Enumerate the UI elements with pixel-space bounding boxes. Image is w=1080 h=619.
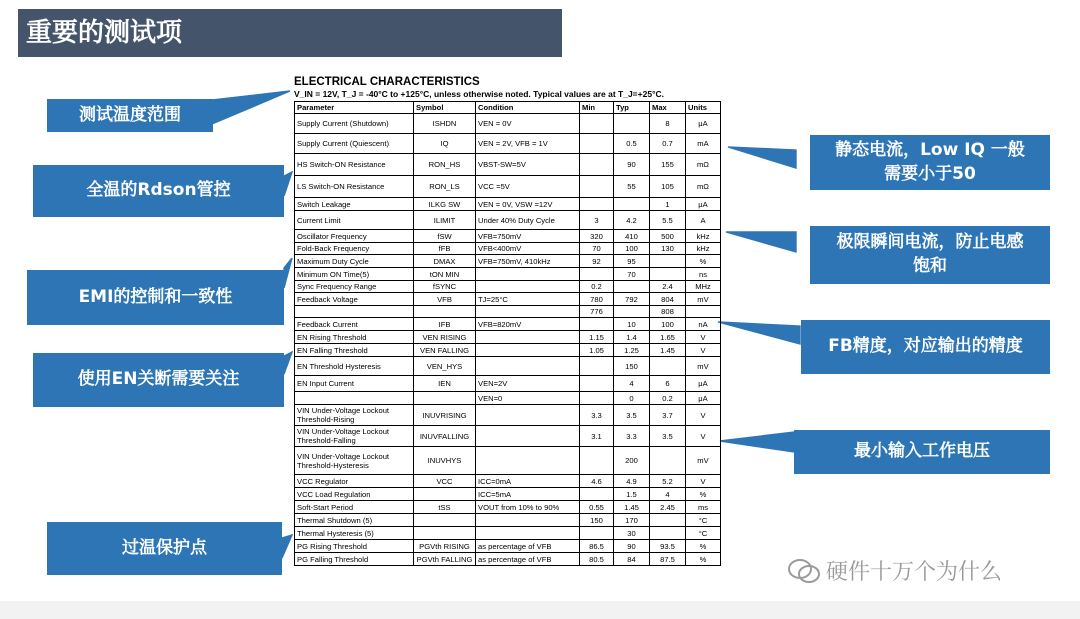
header-typ: Typ [614, 102, 650, 114]
cell-units: V [686, 405, 721, 426]
cell-symbol: IFB [414, 318, 476, 331]
cell-max: 804 [650, 293, 686, 306]
table-row [295, 344, 721, 357]
table-row [295, 281, 721, 293]
watermark-text: 硬件十万个为什么 [826, 560, 1003, 585]
arrow-iq [728, 147, 796, 168]
cell-min [580, 176, 614, 198]
cell-condition: VCC =5V [476, 176, 580, 198]
cell-units: kHz [686, 243, 721, 255]
cell-min: 3.3 [580, 405, 614, 426]
arrow-emi [284, 258, 292, 288]
cell-symbol: IEN [414, 376, 476, 392]
cell-symbol [414, 527, 476, 540]
cell-typ: 792 [614, 293, 650, 306]
table-row [295, 154, 721, 176]
cell-symbol: ILKG SW [414, 198, 476, 211]
cell-units: mV [686, 293, 721, 306]
cell-parameter: HS Switch-ON Resistance [295, 154, 414, 176]
table-row [295, 392, 721, 405]
cell-parameter: Fold-Back Frequency [295, 243, 414, 255]
table-row [295, 114, 721, 134]
cell-min: 320 [580, 230, 614, 243]
cell-max: 0.2 [650, 392, 686, 405]
cell-parameter: EN Input Current [295, 376, 414, 392]
cell-units: mV [686, 447, 721, 475]
table-row [295, 553, 721, 566]
cell-min: 780 [580, 293, 614, 306]
cell-units: % [686, 488, 721, 501]
table-row [295, 514, 721, 527]
cell-symbol: IQ [414, 134, 476, 154]
cell-typ: 90 [614, 154, 650, 176]
table-row [295, 293, 721, 306]
cell-typ [614, 281, 650, 293]
cell-min: 3.1 [580, 426, 614, 447]
cell-max [650, 268, 686, 281]
cell-parameter: VCC Load Regulation [295, 488, 414, 501]
callout-emi: EMI的控制和一致性 [27, 270, 284, 325]
cell-condition [476, 268, 580, 281]
watermark [786, 555, 1002, 586]
cell-symbol [414, 514, 476, 527]
cell-condition: as percentage of VFB [476, 540, 580, 553]
cell-units: ns [686, 268, 721, 281]
cell-units: μA [686, 114, 721, 134]
cell-max: 1 [650, 198, 686, 211]
cell-typ: 10 [614, 318, 650, 331]
cell-typ [614, 114, 650, 134]
cell-condition: VEN = 0V [476, 114, 580, 134]
cell-typ: 410 [614, 230, 650, 243]
cell-units: mΩ [686, 154, 721, 176]
cell-typ: 95 [614, 255, 650, 268]
cell-min: 3 [580, 211, 614, 230]
cell-units: A [686, 211, 721, 230]
cell-units: MHz [686, 281, 721, 293]
cell-max: 8 [650, 114, 686, 134]
table-row [295, 475, 721, 488]
callout-fb: FB精度，对应输出的精度 [801, 320, 1050, 374]
cell-condition: VOUT from 10% to 90% [476, 501, 580, 514]
cell-condition: VFB=750mV, 410kHz [476, 255, 580, 268]
table-row [295, 331, 721, 344]
cell-min [580, 376, 614, 392]
cell-symbol: tON MIN [414, 268, 476, 281]
cell-min [580, 318, 614, 331]
cell-condition: VBST-SW=5V [476, 154, 580, 176]
table-row [295, 255, 721, 268]
bottom-strip [0, 601, 1080, 619]
cell-parameter: Minimum ON Time(5) [295, 268, 414, 281]
cell-typ [614, 198, 650, 211]
cell-typ: 100 [614, 243, 650, 255]
slide-title: 重要的测试项 [18, 9, 562, 57]
cell-units: μA [686, 198, 721, 211]
cell-parameter: Soft-Start Period [295, 501, 414, 514]
cell-min [580, 154, 614, 176]
cell-symbol: tSS [414, 501, 476, 514]
cell-parameter: EN Rising Threshold [295, 331, 414, 344]
cell-condition: VEN=2V [476, 376, 580, 392]
callout-en: 使用EN关断需要关注 [33, 353, 284, 407]
arrow-fb [718, 322, 800, 344]
cell-condition: VFB<400mV [476, 243, 580, 255]
cell-max: 2.4 [650, 281, 686, 293]
table-row [295, 198, 721, 211]
cell-max: 130 [650, 243, 686, 255]
cell-typ: 1.45 [614, 501, 650, 514]
cell-units: mA [686, 134, 721, 154]
table-row [295, 376, 721, 392]
cell-typ: 0.5 [614, 134, 650, 154]
cell-condition: VFB=820mV [476, 318, 580, 331]
cell-units: V [686, 426, 721, 447]
cell-symbol: VFB [414, 293, 476, 306]
cell-units: mΩ [686, 176, 721, 198]
cell-max: 3.5 [650, 426, 686, 447]
table-row [295, 540, 721, 553]
cell-condition [476, 527, 580, 540]
arrow-temp-range [212, 91, 290, 124]
header-min: Min [580, 102, 614, 114]
cell-units: ms [686, 501, 721, 514]
cell-condition: Under 40% Duty Cycle [476, 211, 580, 230]
cell-min [580, 114, 614, 134]
cell-min [580, 488, 614, 501]
cell-condition: TJ=25°C [476, 293, 580, 306]
cell-min: 92 [580, 255, 614, 268]
cell-units: V [686, 475, 721, 488]
cell-max: 3.7 [650, 405, 686, 426]
arrow-en [284, 352, 292, 374]
cell-typ: 3.3 [614, 426, 650, 447]
arrow-limit [726, 232, 796, 252]
arrow-otp [282, 535, 292, 558]
table-header-row [295, 102, 721, 114]
callout-rdson: 全温的Rdson管控 [33, 165, 284, 217]
cell-typ: 70 [614, 268, 650, 281]
cell-condition [476, 306, 580, 318]
arrow-rdson [284, 172, 292, 196]
cell-parameter: VIN Under-Voltage Lockout Threshold-Hysteresis [295, 447, 414, 475]
cell-symbol: PGVth FALLING [414, 553, 476, 566]
table-row [295, 243, 721, 255]
cell-min [580, 392, 614, 405]
cell-parameter: EN Threshold Hysteresis [295, 357, 414, 376]
table-row [295, 426, 721, 447]
cell-symbol: DMAX [414, 255, 476, 268]
cell-condition [476, 331, 580, 344]
cell-min [580, 447, 614, 475]
cell-symbol: VCC [414, 475, 476, 488]
cell-symbol [414, 306, 476, 318]
cell-units: °C [686, 514, 721, 527]
cell-parameter: LS Switch-ON Resistance [295, 176, 414, 198]
cell-min [580, 134, 614, 154]
cell-typ: 1.5 [614, 488, 650, 501]
cell-condition [476, 357, 580, 376]
cell-min: 0.2 [580, 281, 614, 293]
cell-parameter: EN Falling Threshold [295, 344, 414, 357]
cell-max [650, 514, 686, 527]
table-row [295, 134, 721, 154]
doc-conditions: V_IN = 12V, T_J = -40°C to +125°C, unless otherwise noted. Typical values are at T_J=+25°C. [294, 89, 664, 99]
cell-condition [476, 344, 580, 357]
cell-symbol [414, 392, 476, 405]
cell-max: 100 [650, 318, 686, 331]
header-max: Max [650, 102, 686, 114]
cell-min: 1.15 [580, 331, 614, 344]
cell-min: 150 [580, 514, 614, 527]
table-row [295, 268, 721, 281]
table-row [295, 488, 721, 501]
cell-parameter: Feedback Current [295, 318, 414, 331]
cell-parameter: Supply Current (Shutdown) [295, 114, 414, 134]
cell-condition: ICC=0mA [476, 475, 580, 488]
cell-condition: VEN = 0V, VSW =12V [476, 198, 580, 211]
cell-units: kHz [686, 230, 721, 243]
cell-typ: 4.2 [614, 211, 650, 230]
cell-max: 0.7 [650, 134, 686, 154]
cell-max: 93.5 [650, 540, 686, 553]
cell-units: V [686, 344, 721, 357]
cell-max: 5.2 [650, 475, 686, 488]
electrical-characteristics-table [294, 101, 721, 566]
cell-max [650, 357, 686, 376]
cell-condition: VEN = 2V, VFB = 1V [476, 134, 580, 154]
table-body [295, 114, 721, 566]
header-parameter: Parameter [295, 102, 414, 114]
cell-max: 808 [650, 306, 686, 318]
header-units: Units [686, 102, 721, 114]
cell-max [650, 447, 686, 475]
cell-max: 87.5 [650, 553, 686, 566]
cell-min: 70 [580, 243, 614, 255]
cell-symbol: fSYNC [414, 281, 476, 293]
cell-parameter: Switch Leakage [295, 198, 414, 211]
cell-typ: 55 [614, 176, 650, 198]
cell-condition [476, 281, 580, 293]
table-row [295, 306, 721, 318]
cell-condition: ICC=5mA [476, 488, 580, 501]
cell-symbol: ISHDN [414, 114, 476, 134]
datasheet-excerpt [294, 76, 720, 566]
cell-parameter: Maximum Duty Cycle [295, 255, 414, 268]
cell-condition: as percentage of VFB [476, 553, 580, 566]
cell-max [650, 527, 686, 540]
cell-max: 1.45 [650, 344, 686, 357]
table-row [295, 357, 721, 376]
callout-temp-range: 测试温度范围 [47, 99, 213, 132]
cell-units: % [686, 255, 721, 268]
cell-max [650, 255, 686, 268]
doc-title: ELECTRICAL CHARACTERISTICS [294, 76, 480, 88]
cell-typ: 30 [614, 527, 650, 540]
cell-typ: 1.4 [614, 331, 650, 344]
table-row [295, 527, 721, 540]
wechat-icon [786, 558, 822, 584]
cell-max: 500 [650, 230, 686, 243]
cell-parameter [295, 392, 414, 405]
cell-parameter: Supply Current (Quiescent) [295, 134, 414, 154]
callout-iq-line2: 需要小于50 [884, 163, 976, 184]
cell-min: 1.05 [580, 344, 614, 357]
callout-limit-line1: 极限瞬间电流，防止电感 [836, 232, 1024, 253]
table-row [295, 405, 721, 426]
cell-typ: 84 [614, 553, 650, 566]
cell-symbol: INUVHYS [414, 447, 476, 475]
cell-typ: 150 [614, 357, 650, 376]
cell-parameter: VIN Under-Voltage Lockout Threshold-Falling [295, 426, 414, 447]
cell-condition: VEN=0 [476, 392, 580, 405]
header-symbol: Symbol [414, 102, 476, 114]
cell-units: μA [686, 376, 721, 392]
cell-parameter: VIN Under-Voltage Lockout Threshold-Rising [295, 405, 414, 426]
cell-typ: 1.25 [614, 344, 650, 357]
callout-iq-line1: 静态电流，Low IQ 一般 [835, 139, 1025, 160]
cell-units: % [686, 553, 721, 566]
cell-parameter: Sync Frequency Range [295, 281, 414, 293]
cell-typ: 4 [614, 376, 650, 392]
cell-units [686, 306, 721, 318]
callout-iq [810, 135, 1050, 190]
cell-min [580, 527, 614, 540]
cell-parameter: VCC Regulator [295, 475, 414, 488]
table-row [295, 447, 721, 475]
cell-max: 4 [650, 488, 686, 501]
cell-min: 86.5 [580, 540, 614, 553]
cell-parameter: PG Rising Threshold [295, 540, 414, 553]
cell-condition [476, 447, 580, 475]
cell-symbol: fFB [414, 243, 476, 255]
callout-limit-line2: 饱和 [913, 256, 947, 276]
cell-units: % [686, 540, 721, 553]
cell-symbol: INUVFALLING [414, 426, 476, 447]
cell-symbol: ILIMIT [414, 211, 476, 230]
cell-typ: 4.9 [614, 475, 650, 488]
cell-units: mV [686, 357, 721, 376]
cell-max: 5.5 [650, 211, 686, 230]
cell-typ: 0 [614, 392, 650, 405]
table-row [295, 176, 721, 198]
cell-symbol: fSW [414, 230, 476, 243]
cell-parameter: PG Falling Threshold [295, 553, 414, 566]
cell-min [580, 198, 614, 211]
cell-parameter: Thermal Shutdown (5) [295, 514, 414, 527]
cell-min: 4.6 [580, 475, 614, 488]
cell-units: °C [686, 527, 721, 540]
table-row [295, 211, 721, 230]
header-condition: Condition [476, 102, 580, 114]
cell-symbol: RON_HS [414, 154, 476, 176]
cell-max: 155 [650, 154, 686, 176]
cell-units: V [686, 331, 721, 344]
cell-max: 2.45 [650, 501, 686, 514]
table-row [295, 501, 721, 514]
cell-parameter: Oscillator Frequency [295, 230, 414, 243]
callout-limit [810, 226, 1050, 284]
cell-max: 6 [650, 376, 686, 392]
cell-parameter: Feedback Voltage [295, 293, 414, 306]
cell-symbol [414, 488, 476, 501]
cell-symbol: RON_LS [414, 176, 476, 198]
table-row [295, 230, 721, 243]
cell-symbol: INUVRISING [414, 405, 476, 426]
cell-condition [476, 405, 580, 426]
cell-units: μA [686, 392, 721, 405]
cell-condition [476, 426, 580, 447]
cell-symbol: VEN RISING [414, 331, 476, 344]
cell-max: 105 [650, 176, 686, 198]
cell-min: 0.55 [580, 501, 614, 514]
cell-typ: 170 [614, 514, 650, 527]
cell-typ: 3.5 [614, 405, 650, 426]
cell-symbol: VEN_HYS [414, 357, 476, 376]
cell-max: 1.65 [650, 331, 686, 344]
table-row [295, 318, 721, 331]
cell-condition: VFB=750mV [476, 230, 580, 243]
cell-min [580, 268, 614, 281]
cell-min: 80.5 [580, 553, 614, 566]
arrow-uvlo [720, 432, 794, 452]
callout-uvlo: 最小输入工作电压 [794, 430, 1050, 474]
cell-min: 776 [580, 306, 614, 318]
cell-min [580, 357, 614, 376]
cell-units: nA [686, 318, 721, 331]
cell-condition [476, 514, 580, 527]
cell-parameter: Thermal Hysteresis (5) [295, 527, 414, 540]
callout-otp: 过温保护点 [47, 522, 282, 575]
cell-parameter: Current Limit [295, 211, 414, 230]
cell-symbol: PGVth RISING [414, 540, 476, 553]
cell-typ: 90 [614, 540, 650, 553]
cell-typ [614, 306, 650, 318]
cell-typ: 200 [614, 447, 650, 475]
cell-parameter [295, 306, 414, 318]
cell-symbol: VEN FALLING [414, 344, 476, 357]
